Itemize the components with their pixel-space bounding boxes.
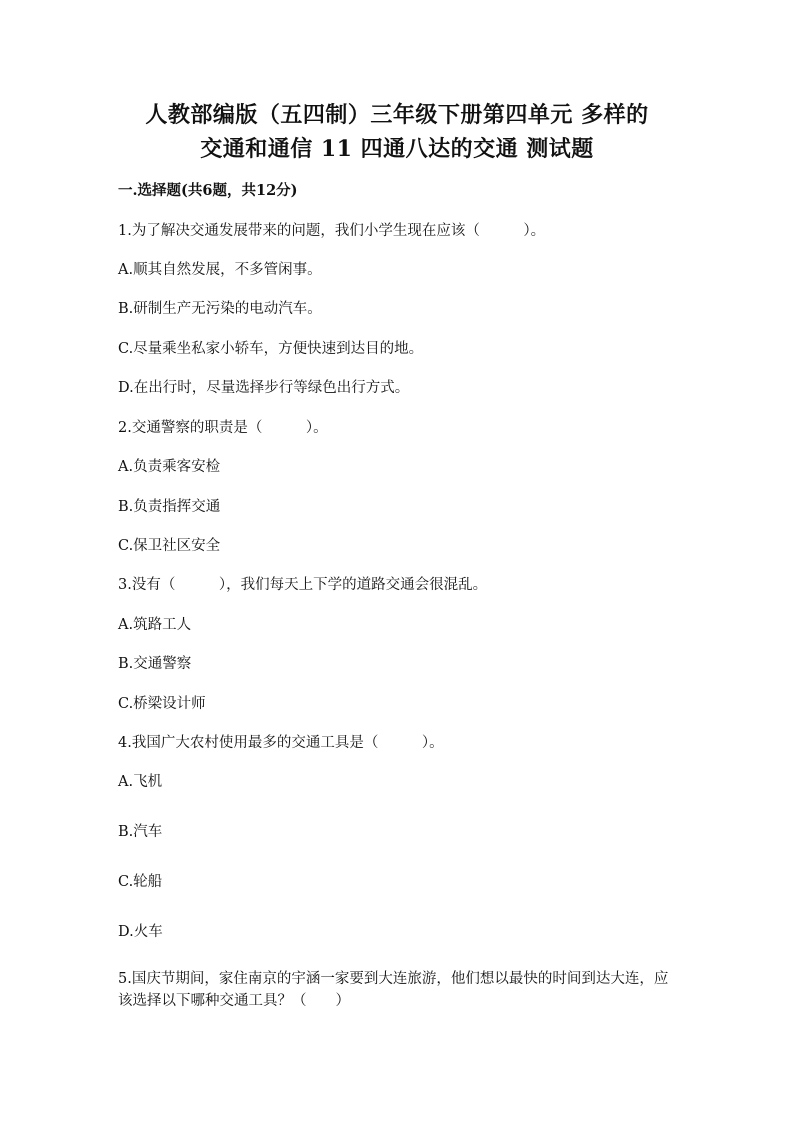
- question-2-stem: 2.交通警察的职责是（ ）。: [118, 420, 328, 436]
- question-1-option-c: C.尽量乘坐私家小轿车，方便快速到达目的地。: [118, 341, 424, 357]
- question-5-stem: 5.国庆节期间，家住南京的宇涵一家要到大连旅游，他们想以最快的时间到达大连，应该选择以下哪种交通工具？（ ）: [118, 971, 669, 1009]
- question-3-option-c: C.桥梁设计师: [118, 696, 206, 712]
- question-1-option-d: D.在出行时，尽量选择步行等绿色出行方式。: [118, 380, 410, 396]
- question-4-option-b: B.汽车: [118, 824, 163, 840]
- question-4-option-d: D.火车: [118, 924, 163, 940]
- question-2-option-a: A.负责乘客安检: [118, 459, 221, 475]
- question-1-stem: 1.为了解决交通发展带来的问题，我们小学生现在应该（ ）。: [118, 223, 546, 239]
- question-3-stem: 3.没有（ ），我们每天上下学的道路交通会很混乱。: [118, 577, 488, 593]
- question-4-option-a: A.飞机: [118, 774, 163, 790]
- page-title-line-2: 交通和通信 11 四通八达的交通 测试题: [200, 136, 594, 162]
- question-4-stem: 4.我国广大农村使用最多的交通工具是（ ）。: [118, 735, 444, 751]
- question-3-option-a: A.筑路工人: [118, 617, 192, 633]
- question-4-option-c: C.轮船: [118, 874, 163, 890]
- question-1-option-a: A.顺其自然发展，不多管闲事。: [118, 262, 322, 278]
- question-2-option-c: C.保卫社区安全: [118, 538, 221, 554]
- page-title-line-1: 人教部编版（五四制）三年级下册第四单元 多样的: [145, 102, 649, 128]
- question-2-option-b: B.负责指挥交通: [118, 499, 221, 515]
- question-3-option-b: B.交通警察: [118, 656, 192, 672]
- section-heading: 一.选择题(共6题，共12分): [118, 182, 298, 199]
- question-1-option-b: B.研制生产无污染的电动汽车。: [118, 301, 322, 317]
